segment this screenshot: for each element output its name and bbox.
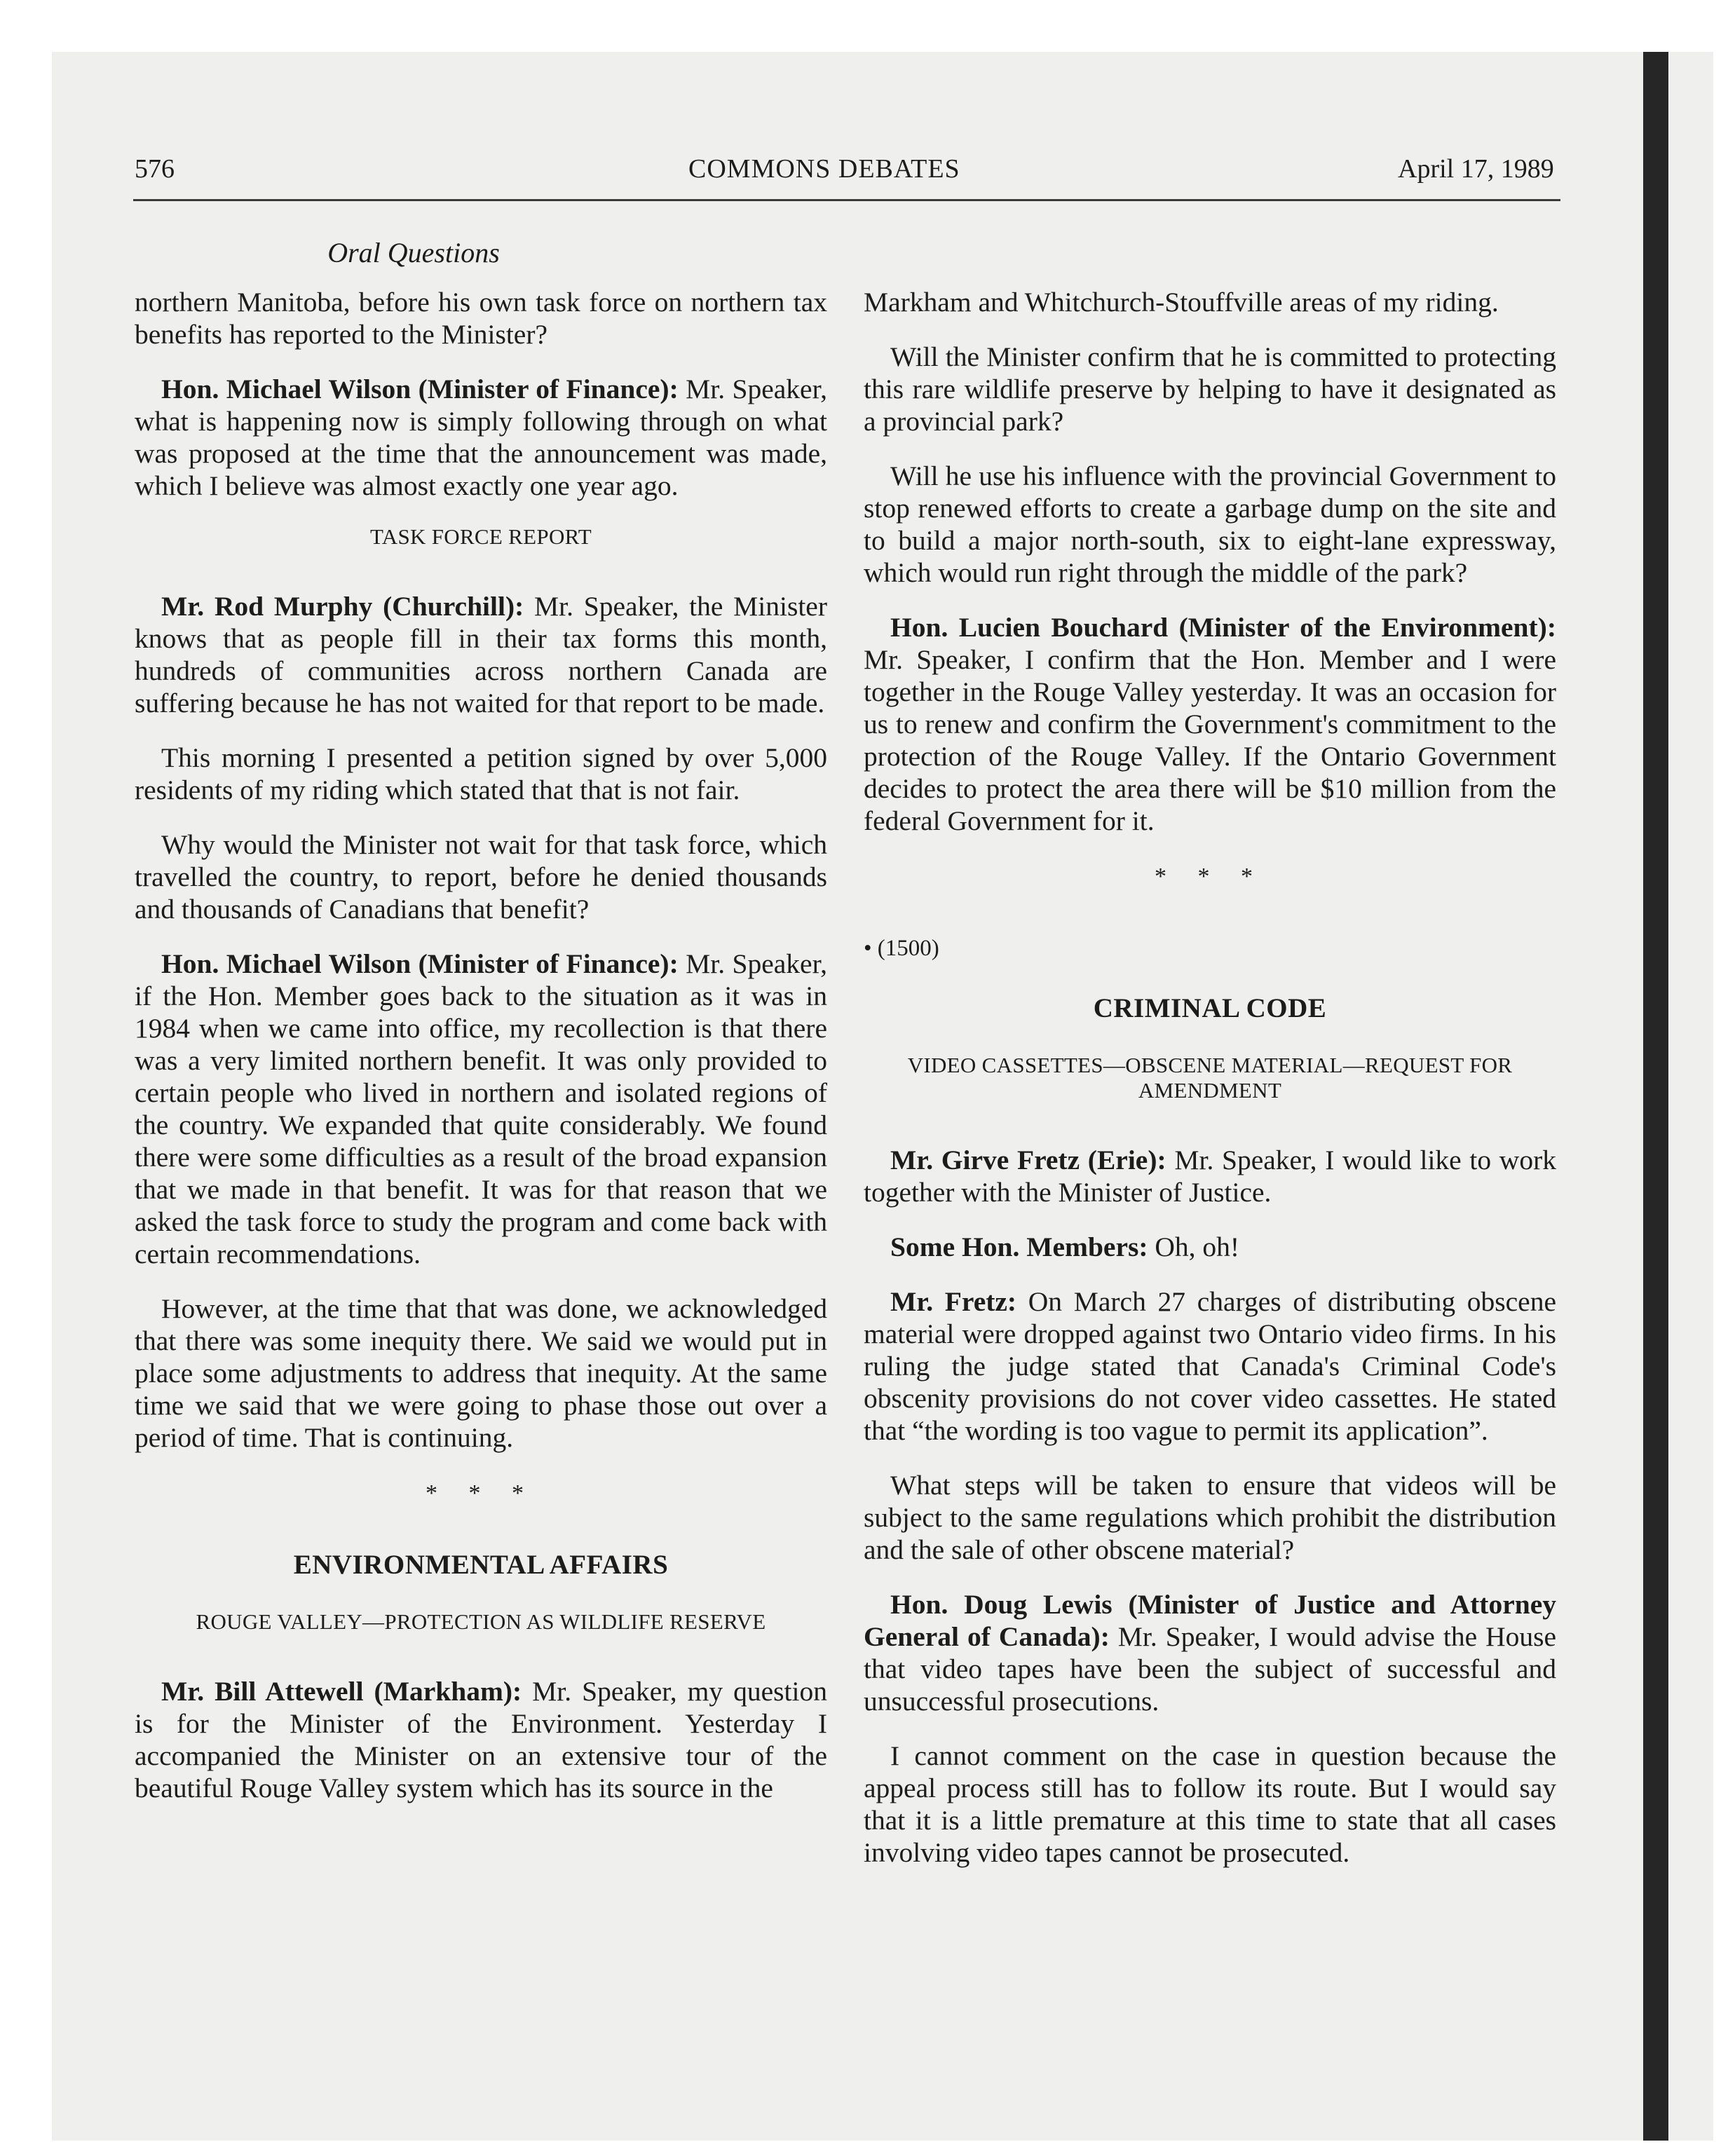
- speech-text: On March 27 charges of distributing obscene material were dropped against two Ontario video firms. In his ruling the judge stated that Canada's Criminal Code's obscenity provisions do not cover video cassettes. He stated that “the wording is too vague to permit its application”.: [864, 1286, 1556, 1446]
- right-column: [864, 286, 1556, 1891]
- paragraph: [864, 1588, 1556, 1717]
- speech-text: Mr. Speaker, what is happening now is simply following through on what was proposed at the time that the announcement was made, which I believe was almost exactly one year ago.: [135, 374, 828, 501]
- paragraph: [135, 590, 827, 719]
- speaker-name: Mr. Bill Attewell (Markham):: [161, 1676, 522, 1707]
- paragraph: Why would the Minister not wait for that task force, which travelled the country, to report, before he denied thousands and thousands of Canadians that benefit?: [135, 829, 827, 925]
- paragraph: However, at the time that that was done, we acknowledged that there was some inequity there. We said we would put in place some adjustments to address that inequity. At the same time we said that we were going to phase those out over a period of time. That is continuing.: [135, 1293, 827, 1453]
- scan-edge-shadow: [1643, 52, 1668, 2141]
- paragraph: [864, 1231, 1556, 1263]
- paragraph: [135, 1675, 827, 1804]
- paragraph: Will the Minister confirm that he is committed to protecting this rare wildlife preserve by helping to have it designated as a provincial park?: [864, 341, 1556, 437]
- speaker-name: Mr. Fretz:: [890, 1286, 1017, 1317]
- speech-text: Mr. Speaker, I would like to work together with the Minister of Justice.: [864, 1145, 1556, 1208]
- speech-text: Mr. Speaker, I confirm that the Hon. Member and I were together in the Rouge Valley yesterday. It was an occasion for us to renew and confirm the Government's commitment to the protection of the Rouge Valley. If the Ontario Government decides to protect the area there will be $10 million from the federal Government for it.: [864, 644, 1556, 836]
- header-rule: [133, 199, 1560, 201]
- paragraph: What steps will be taken to ensure that videos will be subject to the same regulations which prohibit the distribution and the sale of other obscene material?: [864, 1470, 1556, 1565]
- speaker-name: Hon. Lucien Bouchard (Minister of the Environment):: [890, 612, 1556, 643]
- paragraph: [864, 1144, 1556, 1208]
- paragraph: This morning I presented a petition signed by over 5,000 residents of my riding which stated that that is not fair.: [135, 742, 827, 805]
- paragraph: [135, 373, 827, 502]
- speech-text: Mr. Speaker, the Minister knows that as people fill in their tax forms this month, hundreds of communities across northern Canada are suffering because he has not waited for that report to be made.: [135, 591, 827, 718]
- paragraph: [135, 948, 827, 1270]
- section-break: * * *: [1155, 864, 1265, 889]
- subheading: ROUGE VALLEY—PROTECTION AS WILDLIFE RESERVE: [196, 1609, 766, 1634]
- speaker-name: Mr. Rod Murphy (Churchill):: [161, 591, 524, 622]
- page-date: April 17, 1989: [1398, 154, 1554, 184]
- section-heading: ENVIRONMENTAL AFFAIRS: [293, 1550, 669, 1580]
- speech-text: Mr. Speaker, I would advise the House that video tapes have been the subject of successful and unsuccessful prosecutions.: [864, 1621, 1556, 1717]
- left-column: [135, 286, 827, 1827]
- page-number: 576: [135, 154, 175, 184]
- running-title: COMMONS DEBATES: [688, 154, 960, 184]
- subheading: VIDEO CASSETTES—OBSCENE MATERIAL—REQUEST FOR AMENDMENT: [907, 1053, 1513, 1103]
- paragraph: Will he use his influence with the provincial Government to stop renewed efforts to create a garbage dump on the site and to build a major north-south, six to eight-lane expressway, which would run right through the middle of the park?: [864, 460, 1556, 588]
- speaker-name: Hon. Doug Lewis (Minister of Justice and Attorney General of Canada):: [864, 1589, 1556, 1652]
- paragraph: I cannot comment on the case in question because the appeal process still has to follow its route. But I would say that it is a little premature at this time to state that all cases involving video tapes cannot be prosecuted.: [864, 1740, 1556, 1868]
- paragraph: northern Manitoba, before his own task force on northern tax benefits has reported to the Minister?: [135, 287, 827, 350]
- paragraph: [864, 611, 1556, 837]
- paragraph: [864, 1285, 1556, 1447]
- section-break: * * *: [426, 1480, 536, 1506]
- subheading: TASK FORCE REPORT: [370, 524, 592, 549]
- speaker-name: Hon. Michael Wilson (Minister of Finance):: [161, 948, 679, 979]
- section-heading: CRIMINAL CODE: [1093, 993, 1327, 1023]
- speaker-name: Some Hon. Members:: [890, 1231, 1148, 1262]
- section-label: Oral Questions: [327, 237, 500, 268]
- speaker-name: Hon. Michael Wilson (Minister of Finance):: [161, 374, 679, 404]
- speech-text: Mr. Speaker, if the Hon. Member goes back to the situation as it was in 1984 when we came into office, my recollection is that there was a very limited northern benefit. It was only provided to certain people who lived in northern and isolated regions of the country. We expanded that quite considerably. We found there were some difficulties as a result of the broad expansion that we made in that benefit. It was for that reason that we asked the task force to study the program and come back with certain recommendations.: [135, 948, 828, 1269]
- paragraph: Markham and Whitchurch-Stouffville areas of my riding.: [864, 287, 1499, 318]
- speech-text: Oh, oh!: [1148, 1231, 1240, 1262]
- speaker-name: Mr. Girve Fretz (Erie):: [890, 1145, 1166, 1175]
- time-marker: • (1500): [864, 936, 939, 961]
- speech-text: Mr. Speaker, my question is for the Minister of the Environment. Yesterday I accompanied the Minister on an extensive tour of the beautiful Rouge Valley system which has its source in the: [135, 1676, 828, 1803]
